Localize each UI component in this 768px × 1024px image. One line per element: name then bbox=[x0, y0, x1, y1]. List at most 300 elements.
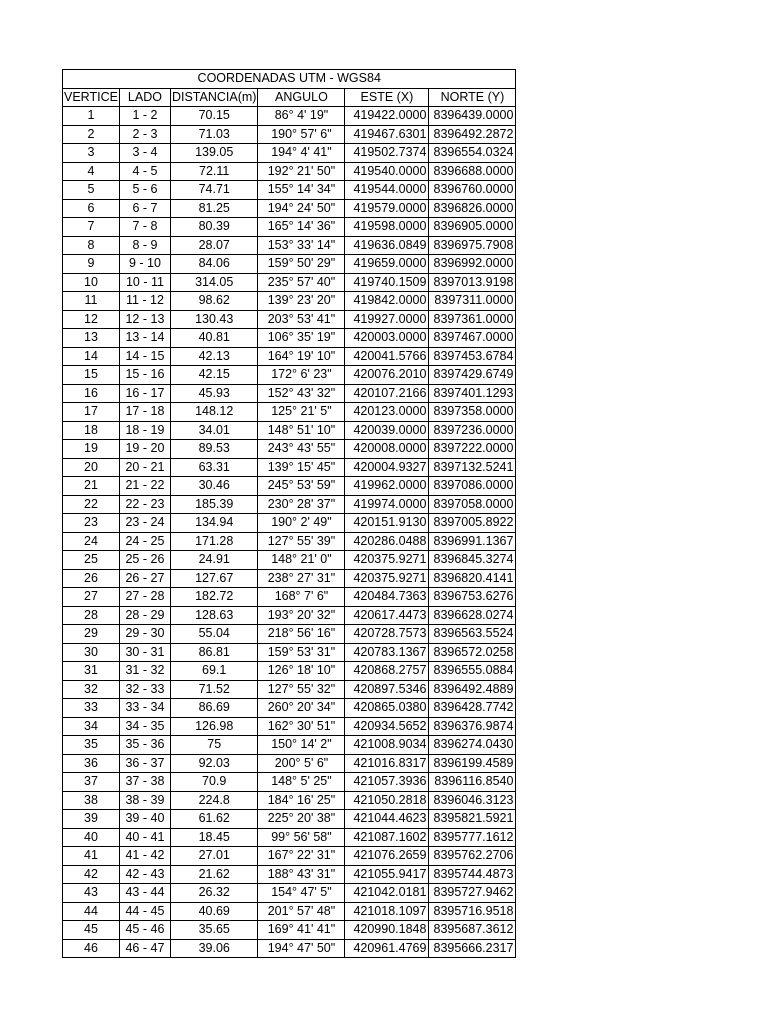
lado-cell: 27 - 28 bbox=[119, 588, 170, 607]
norte-cell: 8396820.4141 bbox=[429, 569, 516, 588]
norte-cell: 8396554.0324 bbox=[429, 144, 516, 163]
angulo-cell: 127° 55' 32" bbox=[258, 680, 345, 699]
norte-cell: 8396572.0258 bbox=[429, 643, 516, 662]
angulo-cell: 235° 57' 40" bbox=[258, 273, 345, 292]
este-cell: 420728.7573 bbox=[345, 625, 429, 644]
norte-cell: 8396492.4889 bbox=[429, 680, 516, 699]
norte-cell: 8397005.8922 bbox=[429, 514, 516, 533]
norte-cell: 8397401.1293 bbox=[429, 384, 516, 403]
table-row bbox=[63, 791, 516, 810]
table-row bbox=[63, 255, 516, 274]
norte-cell: 8396760.0000 bbox=[429, 181, 516, 200]
angulo-cell: 203° 53' 41" bbox=[258, 310, 345, 329]
lado-cell: 39 - 40 bbox=[119, 810, 170, 829]
norte-cell: 8395821.5921 bbox=[429, 810, 516, 829]
este-cell: 419636.0849 bbox=[345, 236, 429, 255]
vertice-cell: 31 bbox=[63, 662, 120, 681]
angulo-cell: 194° 24' 50" bbox=[258, 199, 345, 218]
angulo-cell: 172° 6' 23" bbox=[258, 366, 345, 385]
table-row bbox=[63, 865, 516, 884]
lado-cell: 38 - 39 bbox=[119, 791, 170, 810]
norte-cell: 8395666.2317 bbox=[429, 939, 516, 958]
lado-cell: 12 - 13 bbox=[119, 310, 170, 329]
table-row bbox=[63, 477, 516, 496]
angulo-cell: 167° 22' 31" bbox=[258, 847, 345, 866]
table-row bbox=[63, 680, 516, 699]
angulo-cell: 159° 50' 29" bbox=[258, 255, 345, 274]
este-cell: 419598.0000 bbox=[345, 218, 429, 237]
vertice-cell: 13 bbox=[63, 329, 120, 348]
angulo-cell: 169° 41' 41" bbox=[258, 921, 345, 940]
este-cell: 421055.9417 bbox=[345, 865, 429, 884]
vertice-cell: 8 bbox=[63, 236, 120, 255]
norte-cell: 8395762.2706 bbox=[429, 847, 516, 866]
lado-cell: 46 - 47 bbox=[119, 939, 170, 958]
table-row bbox=[63, 736, 516, 755]
este-cell: 420003.0000 bbox=[345, 329, 429, 348]
distancia-cell: 39.06 bbox=[170, 939, 258, 958]
norte-cell: 8396688.0000 bbox=[429, 162, 516, 181]
angulo-cell: 148° 21' 0" bbox=[258, 551, 345, 570]
lado-cell: 44 - 45 bbox=[119, 902, 170, 921]
vertice-cell: 16 bbox=[63, 384, 120, 403]
distancia-cell: 35.65 bbox=[170, 921, 258, 940]
vertice-cell: 39 bbox=[63, 810, 120, 829]
distancia-cell: 89.53 bbox=[170, 440, 258, 459]
table-row bbox=[63, 273, 516, 292]
table-row bbox=[63, 199, 516, 218]
este-cell: 419740.1509 bbox=[345, 273, 429, 292]
norte-cell: 8397058.0000 bbox=[429, 495, 516, 514]
lado-cell: 15 - 16 bbox=[119, 366, 170, 385]
este-cell: 420865.0380 bbox=[345, 699, 429, 718]
distancia-cell: 71.52 bbox=[170, 680, 258, 699]
table-row bbox=[63, 810, 516, 829]
este-cell: 419927.0000 bbox=[345, 310, 429, 329]
este-cell: 419540.0000 bbox=[345, 162, 429, 181]
distancia-cell: 71.03 bbox=[170, 125, 258, 144]
distancia-cell: 127.67 bbox=[170, 569, 258, 588]
table-row bbox=[63, 921, 516, 940]
table-row bbox=[63, 847, 516, 866]
vertice-cell: 14 bbox=[63, 347, 120, 366]
table-row bbox=[63, 384, 516, 403]
table-row bbox=[63, 236, 516, 255]
vertice-cell: 15 bbox=[63, 366, 120, 385]
table-row bbox=[63, 569, 516, 588]
vertice-cell: 5 bbox=[63, 181, 120, 200]
vertice-cell: 36 bbox=[63, 754, 120, 773]
este-cell: 421008.9034 bbox=[345, 736, 429, 755]
lado-cell: 31 - 32 bbox=[119, 662, 170, 681]
vertice-cell: 20 bbox=[63, 458, 120, 477]
este-cell: 421087.1602 bbox=[345, 828, 429, 847]
lado-cell: 37 - 38 bbox=[119, 773, 170, 792]
distancia-cell: 63.31 bbox=[170, 458, 258, 477]
norte-cell: 8396428.7742 bbox=[429, 699, 516, 718]
angulo-cell: 159° 53' 31" bbox=[258, 643, 345, 662]
vertice-cell: 25 bbox=[63, 551, 120, 570]
este-cell: 419962.0000 bbox=[345, 477, 429, 496]
este-cell: 420990.1848 bbox=[345, 921, 429, 940]
distancia-cell: 128.63 bbox=[170, 606, 258, 625]
angulo-cell: 230° 28' 37" bbox=[258, 495, 345, 514]
este-cell: 421057.3936 bbox=[345, 773, 429, 792]
angulo-cell: 150° 14' 2" bbox=[258, 736, 345, 755]
este-cell: 420375.9271 bbox=[345, 551, 429, 570]
lado-cell: 45 - 46 bbox=[119, 921, 170, 940]
este-cell: 420617.4473 bbox=[345, 606, 429, 625]
angulo-cell: 99° 56' 58" bbox=[258, 828, 345, 847]
distancia-cell: 224.8 bbox=[170, 791, 258, 810]
vertice-cell: 40 bbox=[63, 828, 120, 847]
este-cell: 420286.0488 bbox=[345, 532, 429, 551]
table-row bbox=[63, 884, 516, 903]
este-cell: 420107.2166 bbox=[345, 384, 429, 403]
norte-cell: 8396628.0274 bbox=[429, 606, 516, 625]
table-row bbox=[63, 107, 516, 126]
norte-cell: 8397222.0000 bbox=[429, 440, 516, 459]
lado-cell: 24 - 25 bbox=[119, 532, 170, 551]
distancia-cell: 42.15 bbox=[170, 366, 258, 385]
lado-cell: 30 - 31 bbox=[119, 643, 170, 662]
distancia-cell: 314.05 bbox=[170, 273, 258, 292]
norte-cell: 8397429.6749 bbox=[429, 366, 516, 385]
este-cell: 420783.1367 bbox=[345, 643, 429, 662]
norte-cell: 8395727.9462 bbox=[429, 884, 516, 903]
lado-cell: 36 - 37 bbox=[119, 754, 170, 773]
vertice-cell: 41 bbox=[63, 847, 120, 866]
angulo-cell: 168° 7' 6" bbox=[258, 588, 345, 607]
vertice-cell: 12 bbox=[63, 310, 120, 329]
table-row bbox=[63, 440, 516, 459]
angulo-cell: 190° 2' 49" bbox=[258, 514, 345, 533]
table-row bbox=[63, 532, 516, 551]
este-cell: 420008.0000 bbox=[345, 440, 429, 459]
vertice-cell: 18 bbox=[63, 421, 120, 440]
distancia-cell: 72.11 bbox=[170, 162, 258, 181]
header-norte: NORTE (Y) bbox=[429, 88, 516, 107]
table-row bbox=[63, 828, 516, 847]
distancia-cell: 148.12 bbox=[170, 403, 258, 422]
norte-cell: 8397086.0000 bbox=[429, 477, 516, 496]
este-cell: 420961.4769 bbox=[345, 939, 429, 958]
norte-cell: 8397467.0000 bbox=[429, 329, 516, 348]
lado-cell: 16 - 17 bbox=[119, 384, 170, 403]
norte-cell: 8396555.0884 bbox=[429, 662, 516, 681]
norte-cell: 8395777.1612 bbox=[429, 828, 516, 847]
table-row bbox=[63, 514, 516, 533]
este-cell: 420868.2757 bbox=[345, 662, 429, 681]
lado-cell: 20 - 21 bbox=[119, 458, 170, 477]
norte-cell: 8396905.0000 bbox=[429, 218, 516, 237]
este-cell: 420897.5346 bbox=[345, 680, 429, 699]
norte-cell: 8396975.7908 bbox=[429, 236, 516, 255]
norte-cell: 8396753.6276 bbox=[429, 588, 516, 607]
distancia-cell: 126.98 bbox=[170, 717, 258, 736]
norte-cell: 8395687.3612 bbox=[429, 921, 516, 940]
este-cell: 421050.2818 bbox=[345, 791, 429, 810]
angulo-cell: 192° 21' 50" bbox=[258, 162, 345, 181]
vertice-cell: 3 bbox=[63, 144, 120, 163]
norte-cell: 8395744.4873 bbox=[429, 865, 516, 884]
lado-cell: 28 - 29 bbox=[119, 606, 170, 625]
angulo-cell: 139° 15' 45" bbox=[258, 458, 345, 477]
angulo-cell: 194° 4' 41" bbox=[258, 144, 345, 163]
este-cell: 421018.1097 bbox=[345, 902, 429, 921]
lado-cell: 42 - 43 bbox=[119, 865, 170, 884]
lado-cell: 1 - 2 bbox=[119, 107, 170, 126]
vertice-cell: 2 bbox=[63, 125, 120, 144]
table-row bbox=[63, 218, 516, 237]
vertice-cell: 35 bbox=[63, 736, 120, 755]
angulo-cell: 139° 23' 20" bbox=[258, 292, 345, 311]
angulo-cell: 125° 21' 5" bbox=[258, 403, 345, 422]
table-row bbox=[63, 125, 516, 144]
table-title: COORDENADAS UTM - WGS84 bbox=[63, 70, 516, 89]
lado-cell: 32 - 33 bbox=[119, 680, 170, 699]
lado-cell: 19 - 20 bbox=[119, 440, 170, 459]
table-row bbox=[63, 366, 516, 385]
header-lado: LADO bbox=[119, 88, 170, 107]
table-row bbox=[63, 458, 516, 477]
lado-cell: 10 - 11 bbox=[119, 273, 170, 292]
angulo-cell: 190° 57' 6" bbox=[258, 125, 345, 144]
este-cell: 419544.0000 bbox=[345, 181, 429, 200]
este-cell: 420004.9327 bbox=[345, 458, 429, 477]
norte-cell: 8396826.0000 bbox=[429, 199, 516, 218]
lado-cell: 22 - 23 bbox=[119, 495, 170, 514]
vertice-cell: 11 bbox=[63, 292, 120, 311]
lado-cell: 41 - 42 bbox=[119, 847, 170, 866]
distancia-cell: 80.39 bbox=[170, 218, 258, 237]
distancia-cell: 75 bbox=[170, 736, 258, 755]
table-row bbox=[63, 329, 516, 348]
vertice-cell: 24 bbox=[63, 532, 120, 551]
header-vertice: VERTICE bbox=[63, 88, 120, 107]
vertice-cell: 32 bbox=[63, 680, 120, 699]
vertice-cell: 30 bbox=[63, 643, 120, 662]
norte-cell: 8396046.3123 bbox=[429, 791, 516, 810]
distancia-cell: 70.15 bbox=[170, 107, 258, 126]
norte-cell: 8396845.3274 bbox=[429, 551, 516, 570]
vertice-cell: 1 bbox=[63, 107, 120, 126]
table-row bbox=[63, 310, 516, 329]
vertice-cell: 7 bbox=[63, 218, 120, 237]
este-cell: 420484.7363 bbox=[345, 588, 429, 607]
angulo-cell: 86° 4' 19" bbox=[258, 107, 345, 126]
distancia-cell: 70.9 bbox=[170, 773, 258, 792]
table-row bbox=[63, 699, 516, 718]
vertice-cell: 19 bbox=[63, 440, 120, 459]
vertice-cell: 22 bbox=[63, 495, 120, 514]
angulo-cell: 165° 14' 36" bbox=[258, 218, 345, 237]
distancia-cell: 92.03 bbox=[170, 754, 258, 773]
lado-cell: 9 - 10 bbox=[119, 255, 170, 274]
distancia-cell: 34.01 bbox=[170, 421, 258, 440]
este-cell: 421076.2659 bbox=[345, 847, 429, 866]
lado-cell: 35 - 36 bbox=[119, 736, 170, 755]
table-title-row bbox=[63, 70, 516, 89]
lado-cell: 23 - 24 bbox=[119, 514, 170, 533]
table-row bbox=[63, 347, 516, 366]
lado-cell: 40 - 41 bbox=[119, 828, 170, 847]
lado-cell: 18 - 19 bbox=[119, 421, 170, 440]
norte-cell: 8395716.9518 bbox=[429, 902, 516, 921]
lado-cell: 21 - 22 bbox=[119, 477, 170, 496]
este-cell: 420041.5766 bbox=[345, 347, 429, 366]
angulo-cell: 126° 18' 10" bbox=[258, 662, 345, 681]
vertice-cell: 42 bbox=[63, 865, 120, 884]
este-cell: 419467.6301 bbox=[345, 125, 429, 144]
lado-cell: 5 - 6 bbox=[119, 181, 170, 200]
este-cell: 421042.0181 bbox=[345, 884, 429, 903]
coordinates-table bbox=[62, 69, 516, 958]
angulo-cell: 162° 30' 51" bbox=[258, 717, 345, 736]
angulo-cell: 152° 43' 32" bbox=[258, 384, 345, 403]
norte-cell: 8396376.9874 bbox=[429, 717, 516, 736]
norte-cell: 8396992.0000 bbox=[429, 255, 516, 274]
angulo-cell: 238° 27' 31" bbox=[258, 569, 345, 588]
distancia-cell: 18.45 bbox=[170, 828, 258, 847]
este-cell: 419502.7374 bbox=[345, 144, 429, 163]
header-angulo: ANGULO bbox=[258, 88, 345, 107]
distancia-cell: 74.71 bbox=[170, 181, 258, 200]
lado-cell: 7 - 8 bbox=[119, 218, 170, 237]
header-distancia: DISTANCIA(m) bbox=[170, 88, 258, 107]
table-body bbox=[63, 107, 516, 958]
distancia-cell: 24.91 bbox=[170, 551, 258, 570]
vertice-cell: 9 bbox=[63, 255, 120, 274]
distancia-cell: 40.81 bbox=[170, 329, 258, 348]
distancia-cell: 55.04 bbox=[170, 625, 258, 644]
table-row bbox=[63, 717, 516, 736]
lado-cell: 17 - 18 bbox=[119, 403, 170, 422]
table-row bbox=[63, 403, 516, 422]
norte-cell: 8396439.0000 bbox=[429, 107, 516, 126]
angulo-cell: 155° 14' 34" bbox=[258, 181, 345, 200]
vertice-cell: 33 bbox=[63, 699, 120, 718]
lado-cell: 2 - 3 bbox=[119, 125, 170, 144]
lado-cell: 4 - 5 bbox=[119, 162, 170, 181]
distancia-cell: 27.01 bbox=[170, 847, 258, 866]
norte-cell: 8396116.8540 bbox=[429, 773, 516, 792]
distancia-cell: 185.39 bbox=[170, 495, 258, 514]
lado-cell: 34 - 35 bbox=[119, 717, 170, 736]
angulo-cell: 154° 47' 5" bbox=[258, 884, 345, 903]
vertice-cell: 45 bbox=[63, 921, 120, 940]
table-row bbox=[63, 181, 516, 200]
norte-cell: 8396991.1367 bbox=[429, 532, 516, 551]
angulo-cell: 148° 51' 10" bbox=[258, 421, 345, 440]
lado-cell: 14 - 15 bbox=[119, 347, 170, 366]
vertice-cell: 27 bbox=[63, 588, 120, 607]
lado-cell: 26 - 27 bbox=[119, 569, 170, 588]
table-row bbox=[63, 144, 516, 163]
vertice-cell: 46 bbox=[63, 939, 120, 958]
distancia-cell: 182.72 bbox=[170, 588, 258, 607]
table-row bbox=[63, 662, 516, 681]
table-row bbox=[63, 292, 516, 311]
table-row bbox=[63, 754, 516, 773]
angulo-cell: 184° 16' 25" bbox=[258, 791, 345, 810]
vertice-cell: 38 bbox=[63, 791, 120, 810]
table-row bbox=[63, 606, 516, 625]
este-cell: 419659.0000 bbox=[345, 255, 429, 274]
este-cell: 420123.0000 bbox=[345, 403, 429, 422]
angulo-cell: 218° 56' 16" bbox=[258, 625, 345, 644]
angulo-cell: 245° 53' 59" bbox=[258, 477, 345, 496]
distancia-cell: 134.94 bbox=[170, 514, 258, 533]
norte-cell: 8397453.6784 bbox=[429, 347, 516, 366]
table-row bbox=[63, 421, 516, 440]
distancia-cell: 69.1 bbox=[170, 662, 258, 681]
angulo-cell: 127° 55' 39" bbox=[258, 532, 345, 551]
vertice-cell: 23 bbox=[63, 514, 120, 533]
este-cell: 420934.5652 bbox=[345, 717, 429, 736]
distancia-cell: 84.06 bbox=[170, 255, 258, 274]
distancia-cell: 61.62 bbox=[170, 810, 258, 829]
norte-cell: 8397132.5241 bbox=[429, 458, 516, 477]
norte-cell: 8397311.0000 bbox=[429, 292, 516, 311]
lado-cell: 33 - 34 bbox=[119, 699, 170, 718]
lado-cell: 25 - 26 bbox=[119, 551, 170, 570]
distancia-cell: 26.32 bbox=[170, 884, 258, 903]
este-cell: 420151.9130 bbox=[345, 514, 429, 533]
lado-cell: 11 - 12 bbox=[119, 292, 170, 311]
este-cell: 419842.0000 bbox=[345, 292, 429, 311]
table-row bbox=[63, 902, 516, 921]
angulo-cell: 188° 43' 31" bbox=[258, 865, 345, 884]
table-row bbox=[63, 588, 516, 607]
vertice-cell: 21 bbox=[63, 477, 120, 496]
lado-cell: 43 - 44 bbox=[119, 884, 170, 903]
distancia-cell: 42.13 bbox=[170, 347, 258, 366]
vertice-cell: 44 bbox=[63, 902, 120, 921]
distancia-cell: 171.28 bbox=[170, 532, 258, 551]
angulo-cell: 200° 5' 6" bbox=[258, 754, 345, 773]
table-row bbox=[63, 495, 516, 514]
angulo-cell: 225° 20' 38" bbox=[258, 810, 345, 829]
norte-cell: 8396274.0430 bbox=[429, 736, 516, 755]
distancia-cell: 86.81 bbox=[170, 643, 258, 662]
este-cell: 419579.0000 bbox=[345, 199, 429, 218]
distancia-cell: 45.93 bbox=[170, 384, 258, 403]
table-row bbox=[63, 625, 516, 644]
angulo-cell: 164° 19' 10" bbox=[258, 347, 345, 366]
este-cell: 419974.0000 bbox=[345, 495, 429, 514]
vertice-cell: 4 bbox=[63, 162, 120, 181]
angulo-cell: 194° 47' 50" bbox=[258, 939, 345, 958]
distancia-cell: 21.62 bbox=[170, 865, 258, 884]
angulo-cell: 193° 20' 32" bbox=[258, 606, 345, 625]
angulo-cell: 243° 43' 55" bbox=[258, 440, 345, 459]
lado-cell: 8 - 9 bbox=[119, 236, 170, 255]
norte-cell: 8397361.0000 bbox=[429, 310, 516, 329]
vertice-cell: 43 bbox=[63, 884, 120, 903]
angulo-cell: 260° 20' 34" bbox=[258, 699, 345, 718]
table-row bbox=[63, 773, 516, 792]
angulo-cell: 201° 57' 48" bbox=[258, 902, 345, 921]
vertice-cell: 26 bbox=[63, 569, 120, 588]
distancia-cell: 98.62 bbox=[170, 292, 258, 311]
este-cell: 420076.2010 bbox=[345, 366, 429, 385]
distancia-cell: 139.05 bbox=[170, 144, 258, 163]
vertice-cell: 17 bbox=[63, 403, 120, 422]
distancia-cell: 28.07 bbox=[170, 236, 258, 255]
este-cell: 420039.0000 bbox=[345, 421, 429, 440]
norte-cell: 8397236.0000 bbox=[429, 421, 516, 440]
